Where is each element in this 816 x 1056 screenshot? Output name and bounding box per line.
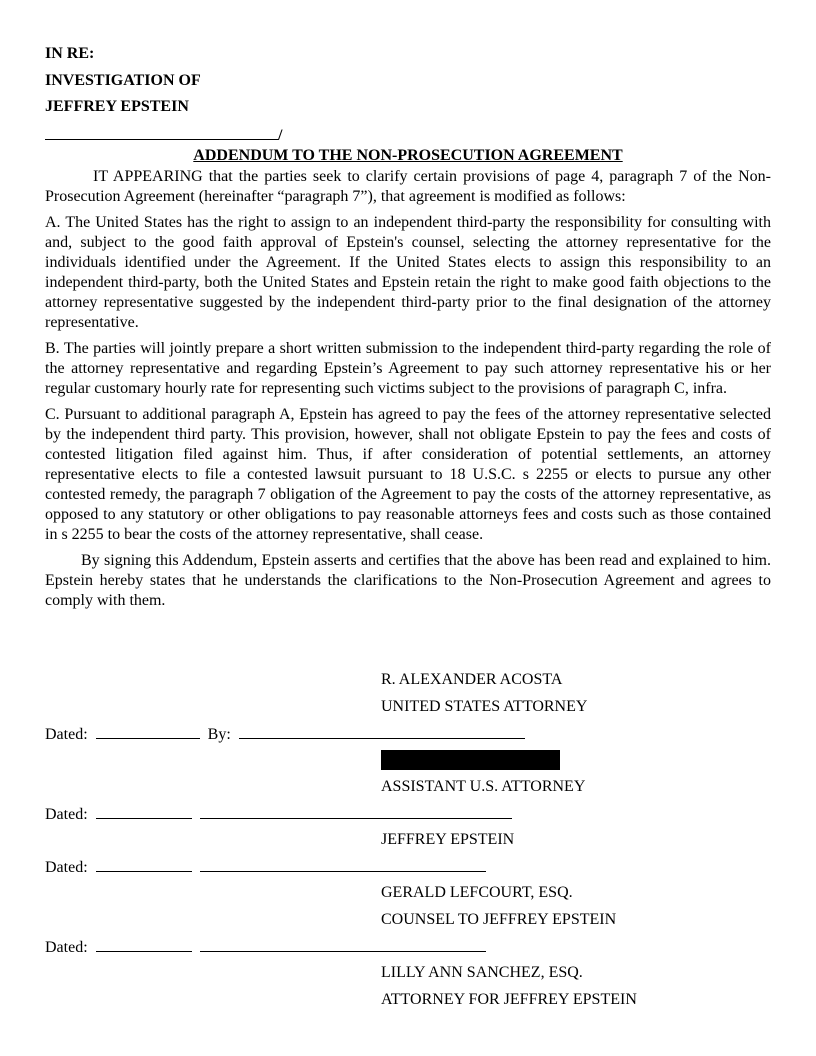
document-title: ADDENDUM TO THE NON-PROSECUTION AGREEMENT bbox=[193, 146, 623, 164]
date-line[interactable] bbox=[96, 724, 200, 739]
signing-statement: By signing this Addendum, Epstein asserts and certifies that the above has been read and explained to him. Epstein hereby states that he understands the clarifications to the Non-Prosecution Agreement and agrees to comply with them. bbox=[45, 551, 771, 609]
caption-slash: / bbox=[278, 126, 283, 144]
caption-underline bbox=[45, 124, 278, 140]
date-line[interactable] bbox=[96, 804, 192, 819]
document-page bbox=[45, 44, 771, 617]
signature-line[interactable] bbox=[200, 857, 486, 872]
redaction-bar bbox=[381, 750, 560, 770]
signature-row-sanchez bbox=[45, 937, 486, 958]
ausa-title: ASSISTANT U.S. ATTORNEY bbox=[381, 778, 586, 795]
lefcourt-title: COUNSEL TO JEFFREY EPSTEIN bbox=[381, 911, 617, 928]
paragraph-a: A. The United States has the right to assign to an independent third-party the responsibility for consulting with and, subject to the good faith approval of Epstein's counsel, selecting the attorney representative for the individuals identified under the Agreement. If the United States elects to assign this responsibility to an independent third-party, both the United States and Epstein retain the right to make good faith objections to the attorney representative suggested by the independent third-party prior to the final designation of the attorney representative. bbox=[45, 213, 771, 331]
caption-subject: JEFFREY EPSTEIN bbox=[45, 98, 189, 115]
dated-label: Dated: bbox=[45, 939, 88, 956]
caption-rule bbox=[45, 124, 771, 146]
sanchez-title: ATTORNEY FOR JEFFREY EPSTEIN bbox=[381, 991, 637, 1008]
paragraph-c: C. Pursuant to additional paragraph A, Epstein has agreed to pay the fees of the attorney representative selected by the independent third party. This provision, however, shall not obligate Epstein to pay the fees and costs of contested litigation filed against him. Thus, if after consideration of potential settlements, an attorney representative elects to file a contested lawsuit pursuant to 18 U.S.C. s 2255 or elects to pursue any other contested remedy, the paragraph 7 obligation of the Agreement to pay the costs of the attorney representative, as opposed to any statutory or other obligations to pay reasonable attorneys fees and costs such as those contained in s 2255 to bear the costs of the attorney representative, shall cease. bbox=[45, 405, 771, 543]
date-line[interactable] bbox=[96, 937, 192, 952]
signature-line[interactable] bbox=[200, 937, 486, 952]
signature-row-epstein bbox=[45, 804, 512, 825]
caption-investigation: INVESTIGATION OF bbox=[45, 71, 201, 89]
paragraph-b: B. The parties will jointly prepare a short written submission to the independent third-party regarding the role of the attorney representative and regarding Epstein’s Agreement to pay such attorney representative his or her regular customary hourly rate for representing such victims subject to the provisions of paragraph C, infra. bbox=[45, 339, 771, 397]
date-line[interactable] bbox=[96, 857, 192, 872]
signature-row-us-attorney bbox=[45, 724, 525, 745]
us-attorney-name: R. ALEXANDER ACOSTA bbox=[381, 671, 563, 688]
epstein-name: JEFFREY EPSTEIN bbox=[381, 831, 515, 848]
dated-label: Dated: bbox=[45, 806, 88, 823]
signature-line[interactable] bbox=[239, 724, 525, 739]
signature-line[interactable] bbox=[200, 804, 512, 819]
dated-label: Dated: bbox=[45, 859, 88, 876]
by-label: By: bbox=[207, 726, 231, 743]
sanchez-name: LILLY ANN SANCHEZ, ESQ. bbox=[381, 964, 583, 981]
dated-label: Dated: bbox=[45, 726, 88, 743]
caption-in-re: IN RE: bbox=[45, 45, 95, 62]
case-caption bbox=[45, 44, 771, 124]
signature-row-lefcourt bbox=[45, 857, 486, 878]
intro-paragraph: IT APPEARING that the parties seek to clarify certain provisions of page 4, paragraph 7 of the Non-Prosecution Agreement (hereinafter “paragraph 7”), that agreement is modified as follows: bbox=[45, 167, 771, 205]
us-attorney-title: UNITED STATES ATTORNEY bbox=[381, 698, 588, 715]
lefcourt-name: GERALD LEFCOURT, ESQ. bbox=[381, 884, 573, 901]
signature-block bbox=[45, 670, 771, 1030]
